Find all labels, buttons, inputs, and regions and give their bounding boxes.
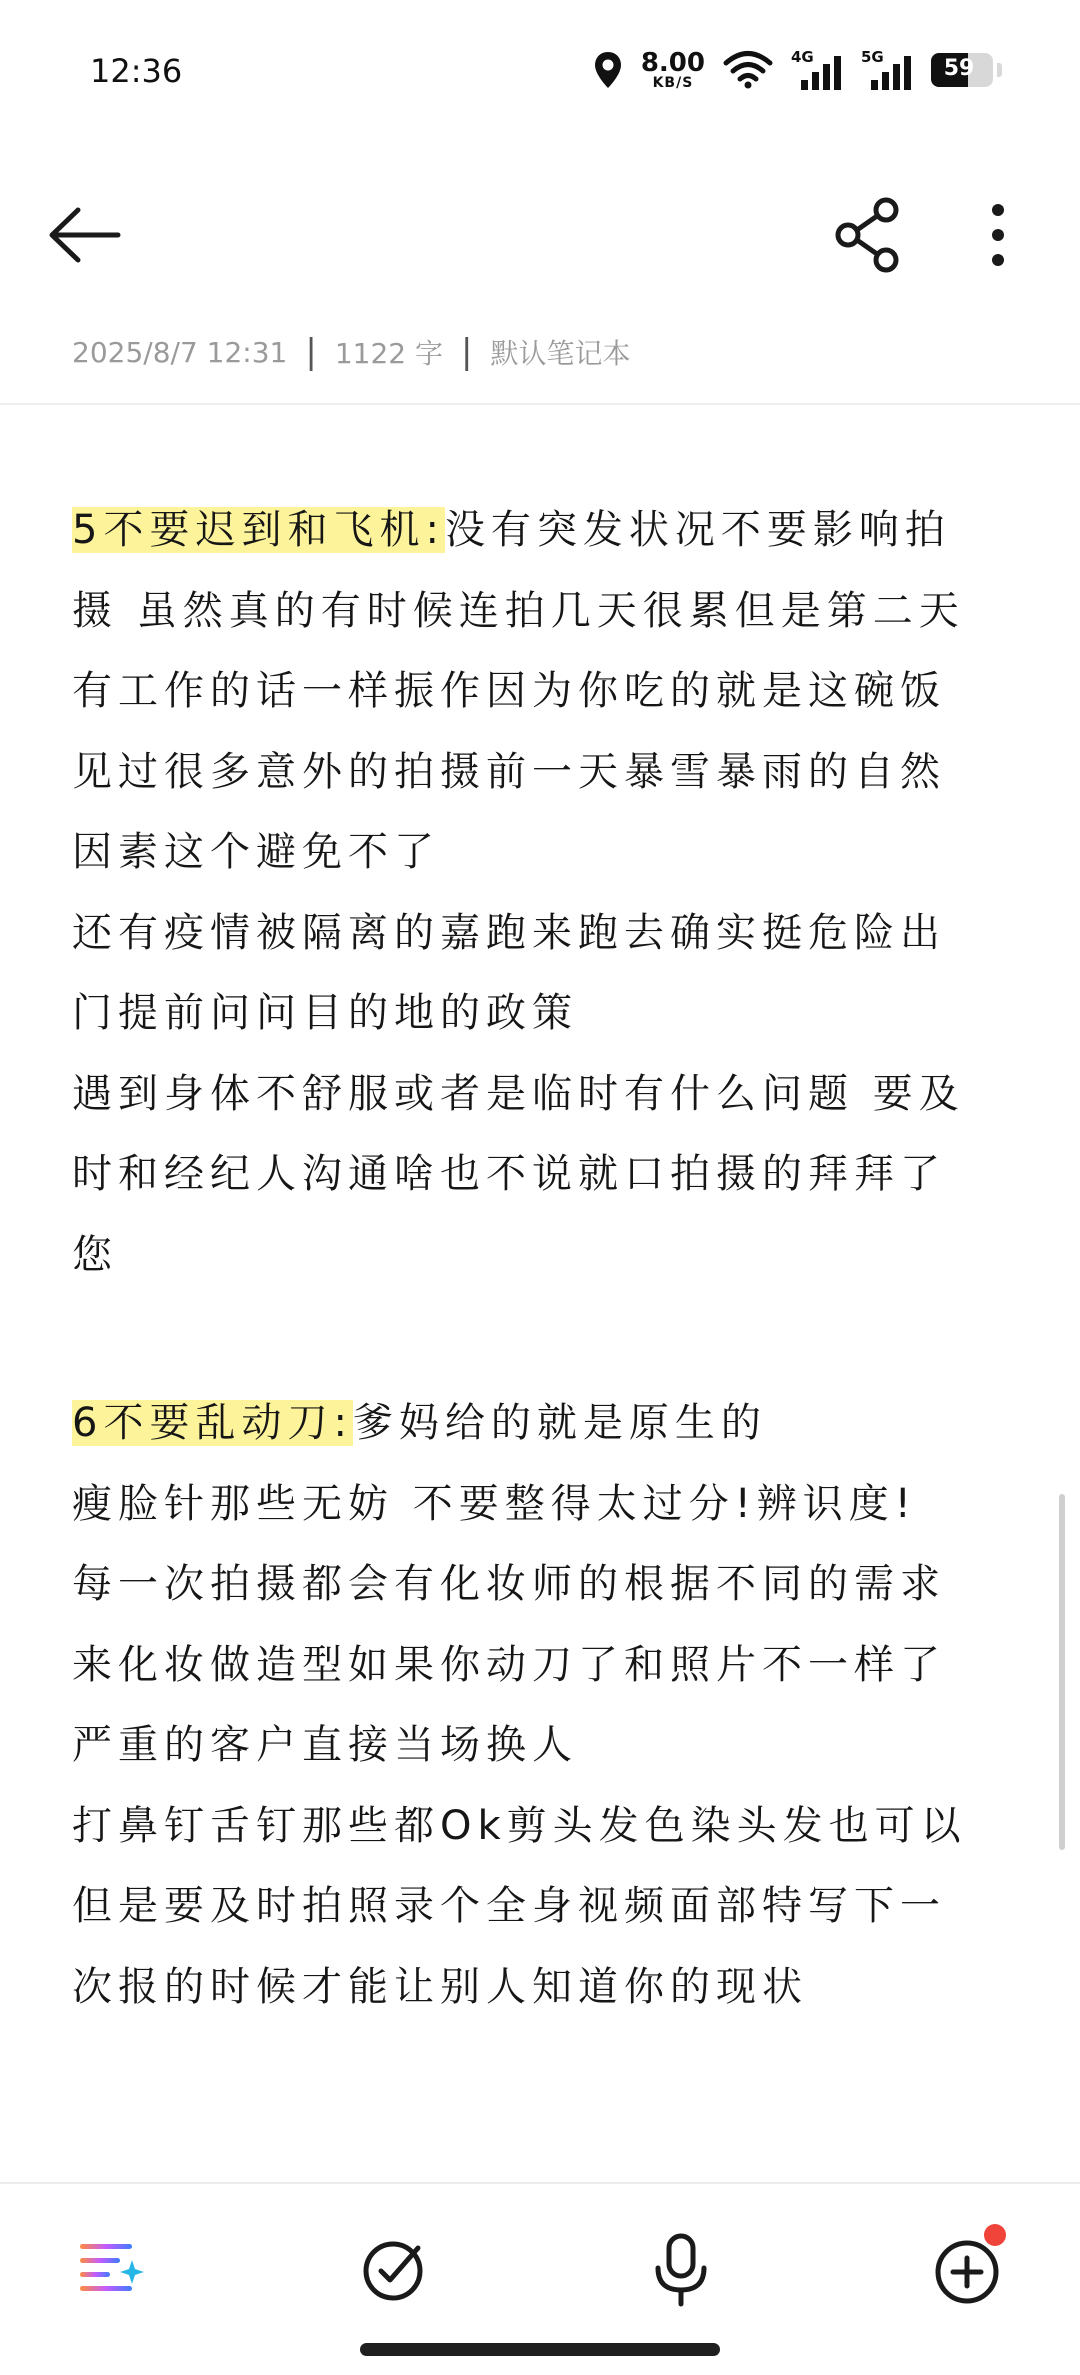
wifi-icon <box>723 50 773 90</box>
signal-5g-label: 5G <box>861 48 884 66</box>
meta-separator: | <box>305 332 317 372</box>
header-divider <box>0 403 1080 405</box>
checklist-button[interactable] <box>348 2224 438 2314</box>
note-line[interactable] <box>72 1134 1012 1215</box>
paragraph-gap <box>72 1295 1012 1383</box>
status-icons <box>593 44 1002 96</box>
note-line[interactable] <box>72 1383 1012 1464</box>
notebook-selector[interactable]: 默认笔记本 <box>490 337 631 370</box>
note-line-text: 因素这个避免不了 <box>72 829 440 875</box>
microphone-icon <box>636 2224 726 2314</box>
notification-dot <box>984 2224 1006 2246</box>
note-line-text: 但是要及时拍照录个全身视频面部特写下一 <box>72 1883 946 1929</box>
note-line[interactable] <box>72 973 1012 1054</box>
ai-format-button[interactable] <box>66 2224 156 2314</box>
battery-percent: 59 <box>943 56 975 81</box>
note-line[interactable] <box>72 1215 1012 1296</box>
note-line[interactable] <box>72 1464 1012 1545</box>
note-line-text: 严重的客户直接当场换人 <box>72 1722 578 1768</box>
location-icon <box>593 50 623 90</box>
net-speed-value: 8.00 <box>640 48 705 78</box>
share-button[interactable] <box>830 190 910 280</box>
note-line-text: 有工作的话一样振作因为你吃的就是这碗饭 <box>72 668 946 714</box>
more-options-button[interactable] <box>960 190 1030 280</box>
note-toolbar <box>0 170 1080 290</box>
note-line[interactable] <box>72 490 1012 571</box>
note-line-text: 遇到身体不舒服或者是临时有什么问题 要及 <box>72 1070 965 1117</box>
note-meta <box>72 332 630 372</box>
note-line[interactable] <box>72 1054 1012 1135</box>
share-icon <box>830 190 910 280</box>
signal-4g-icon <box>791 48 843 92</box>
note-line-text: 次报的时候才能让别人知道你的现状 <box>72 1963 808 2010</box>
note-line-text: 来化妆做造型如果你动刀了和照片不一样了 <box>72 1641 946 1688</box>
home-indicator[interactable] <box>360 2343 720 2356</box>
note-line-text: 瘦脸针那些无妨 不要整得太过分!辨识度! <box>72 1480 917 1527</box>
net-speed-unit: KB/S <box>652 75 694 91</box>
note-line[interactable] <box>72 1947 1012 2028</box>
back-arrow-icon <box>40 190 130 280</box>
note-line-text: 每一次拍摄都会有化妆师的根据不同的需求 <box>72 1561 946 1607</box>
add-button[interactable] <box>922 2224 1012 2314</box>
note-line-text: 见过很多意外的拍摄前一天暴雪暴雨的自然 <box>72 748 946 795</box>
note-line-text: 门提前问问目的地的政策 <box>72 990 578 1036</box>
highlighted-heading: 6不要乱动刀: <box>72 1400 353 1446</box>
note-line[interactable] <box>72 1866 1012 1947</box>
scrollbar-thumb[interactable] <box>1059 1494 1065 1850</box>
status-time: 12:36 <box>90 52 183 90</box>
battery-cap <box>997 63 1002 77</box>
note-line[interactable] <box>72 732 1012 813</box>
note-line[interactable] <box>72 1544 1012 1625</box>
battery-icon <box>931 53 993 87</box>
signal-5g-icon <box>861 48 913 92</box>
note-body[interactable] <box>72 490 1012 2027</box>
note-line[interactable] <box>72 1705 1012 1786</box>
status-bar <box>0 0 1080 150</box>
net-speed <box>641 50 705 90</box>
ai-format-icon <box>66 2224 156 2314</box>
highlighted-heading: 5不要迟到和飞机: <box>72 507 445 553</box>
note-line-text: 时和经纪人沟通啥也不说就口拍摄的拜拜了 <box>72 1151 946 1197</box>
checklist-icon <box>348 2224 438 2314</box>
note-line-text: 摄 虽然真的有时候连拍几天很累但是第二天 <box>72 587 965 634</box>
note-line-text: 没有突发状况不要影响拍 <box>444 507 951 553</box>
signal-4g-label: 4G <box>791 48 814 66</box>
note-line[interactable] <box>72 893 1012 974</box>
note-line[interactable] <box>72 571 1012 652</box>
note-line[interactable] <box>72 812 1012 893</box>
more-vertical-icon <box>960 190 1030 280</box>
note-line-text: 您 <box>72 1231 118 1278</box>
note-line-text: 打鼻钉舌钉那些都Ok剪头发色染头发也可以 <box>72 1802 967 1849</box>
voice-input-button[interactable] <box>636 2224 726 2314</box>
note-line[interactable] <box>72 1625 1012 1706</box>
back-button[interactable] <box>40 190 130 280</box>
note-word-count: 1122 字 <box>334 337 443 370</box>
note-line-text: 爹妈给的就是原生的 <box>352 1400 767 1446</box>
meta-separator: | <box>461 332 473 372</box>
note-line[interactable] <box>72 1786 1012 1867</box>
note-line-text: 还有疫情被隔离的嘉跑来跑去确实挺危险出 <box>72 909 946 956</box>
note-datetime: 2025/8/7 12:31 <box>72 335 288 369</box>
note-line[interactable] <box>72 651 1012 732</box>
